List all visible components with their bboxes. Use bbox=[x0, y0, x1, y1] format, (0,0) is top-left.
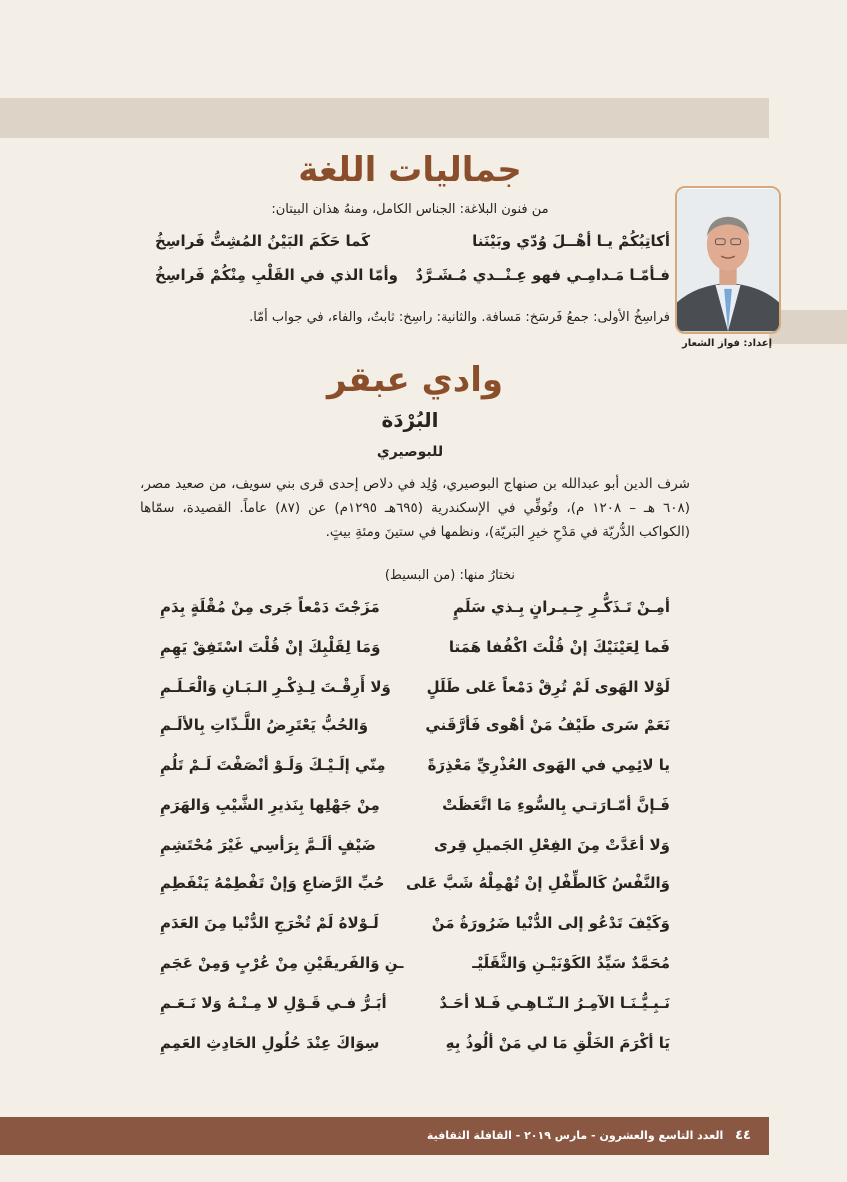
page-footer bbox=[0, 1117, 769, 1155]
poem-row bbox=[160, 874, 670, 904]
poem-first-half: يَا أكْرَمَ الخَلْقِ مَا لي مَنْ ألُوذُ بِهِ bbox=[445, 1034, 670, 1052]
poem-row bbox=[160, 638, 670, 668]
poem-row bbox=[160, 1034, 670, 1064]
poem-first-half: مُحَمَّدٌ سَيِّدُ الكَوْنَيْـنِ وَالثَّقَلَيْـ bbox=[472, 954, 670, 972]
header-band bbox=[0, 98, 769, 138]
issue-info: العدد التاسع والعشرون - مارس ٢٠١٩ - القافلة الثقافية bbox=[426, 1129, 724, 1142]
poem-row bbox=[160, 954, 670, 984]
poet-bio: شرف الدين أبو عبدالله بن صنهاج البوصيري، وُلِد في دلاص إحدى قرى بني سويف، من صعيد مصر، (٦٠٨ هـ – ١٢٠٨ م)، وتُوفِّي في الإسكندرية (٦٩٥هـ ١٢٩٥م) عن (٨٧) عاماً. القصيدة، سمّاها (الكواكب الدُّريّة في مَدْحِ خيرِ البَريّة)، ونظمها في ستينَ ومئةِ بيتٍ. bbox=[140, 476, 690, 540]
verse-row bbox=[155, 266, 670, 290]
intro-text: من فنون البلاغة: الجناس الكامل، ومنهُ هذان البيتان: bbox=[271, 202, 549, 217]
verse-first-half: فـأمّـا مَـدامِـي فهو عِـنْــدي مُـشَـرَّدٌ bbox=[415, 266, 670, 284]
poem-first-half: فَـإنَّ أمّـارَتـي بِالسُّوءِ مَا اتَّعَظَتْ bbox=[442, 796, 670, 814]
poem-second-half: ـنِ وَالفَريقَيْنِ مِنْ عُرْبٍ وَمِنْ عَجَمِ bbox=[160, 954, 404, 972]
poem-title: البُرْدَة bbox=[381, 408, 439, 432]
page-number: ٤٤ bbox=[735, 1128, 751, 1143]
poem-first-half: نَعَمْ سَرى طَيْفُ مَنْ أهْوى فَأرَّقَني bbox=[425, 716, 670, 734]
poem-first-half: فَما لِعَيْنَيْكَ إنْ قُلْتَ اكْفُفا هَمَتا bbox=[448, 638, 670, 656]
verse-note: فراسِخُ الأولى: جمعُ فَرسَخ: مَسافة. والثانية: راسِخ: ثابتٌ، والفاء، في جواب أمّا. bbox=[249, 310, 670, 325]
poem-first-half: وَلا أعَدَّتْ مِنَ الفِعْلِ الجَميلِ قِرى bbox=[434, 836, 670, 854]
verse-second-half: كَما حَكَمَ البَيْنُ المُشِتُّ فَراسِخُ bbox=[155, 232, 370, 250]
poem-first-half: يا لائِمِي في الهَوى العُذْرِيِّ مَعْذِرَةً bbox=[427, 756, 670, 774]
poem-second-half: وَلا أَرِقْـتَ لِـذِكْـرِ الـبَـانِ وَالْعَـلَـمِ bbox=[160, 678, 391, 696]
poem-second-half: مِنْ جَهْلِها بِنَذيرِ الشَّيْبِ وَالهَرَمِ bbox=[160, 796, 380, 814]
poem-second-half: حُبِّ الرَّضاعِ وَإنْ تَفْطِمْهُ يَنْفَطِمِ bbox=[160, 874, 385, 892]
poem-second-half: لَـوْلاهُ لَمْ تُخْرَجِ الدُّنْيا مِنَ العَدَمِ bbox=[160, 914, 379, 932]
poem-second-half: وَالحُبُّ يَعْتَرِضُ اللَّـذّاتِ بِالألَـمِ bbox=[160, 716, 369, 734]
author-caption: إعداد: فواز الشعار bbox=[681, 338, 773, 349]
poem-second-half: سِوَاكَ عِنْدَ حُلُولِ الحَادِثِ العَمِمِ bbox=[160, 1034, 380, 1052]
poem-row bbox=[160, 796, 670, 826]
poem-first-half: لَوْلا الهَوى لَمْ تُرِقْ دَمْعاً عَلى طَلَلٍ bbox=[426, 678, 670, 696]
poem-first-half: نَـبِـيُّـنَـا الآمِـرُ الـنّـاهِـي فَـلا أحَـدٌ bbox=[439, 994, 670, 1012]
poem-first-half: أمِـنْ تَـذَكُّـرِ جِـيـرانٍ بِـذي سَلَمٍ bbox=[453, 598, 670, 616]
poem-second-half: مَزَجْتَ دَمْعاً جَرى مِنْ مُقْلَةٍ بِدَمِ bbox=[160, 598, 380, 616]
author-photo bbox=[675, 186, 781, 334]
poem-second-half: مِنّي إلَـيْـكَ وَلَـوْ أنْصَفْتَ لَـمْ تَلُمِ bbox=[160, 756, 386, 774]
poem-second-half: ضَيْفٍ ألَـمَّ بِرَأسِي غَيْرَ مُحْتَشِمِ bbox=[160, 836, 377, 854]
author-portrait-icon bbox=[677, 188, 779, 332]
poem-row bbox=[160, 914, 670, 944]
poet-name: للبوصيري bbox=[376, 444, 444, 460]
selection-note: نختارُ منها: (من البسيط) bbox=[384, 568, 515, 583]
poem-first-half: وَالنَّفْسُ كَالطِّفْلِ إنْ تُهْمِلْهُ شَبَّ عَلى bbox=[405, 874, 670, 892]
verse-row bbox=[155, 232, 670, 256]
poem-row bbox=[160, 994, 670, 1024]
verse-first-half: أكاتِبُكُمْ يـا أهْــلَ وُدّي وبَيْنَنا bbox=[472, 232, 670, 250]
poem-row bbox=[160, 678, 670, 708]
section-title: وادي عبقر bbox=[327, 360, 503, 400]
page-title: جماليات اللغة bbox=[298, 150, 522, 190]
poem-first-half: وَكَيْفَ تَدْعُو إلى الدُّنْيا ضَرُورَةُ مَنْ bbox=[431, 914, 670, 932]
verse-second-half: وأمّا الذي في القَلْبِ مِنْكُمْ فَراسِخُ bbox=[155, 266, 399, 284]
poem-second-half: وَمَا لِقَلْبِكَ إنْ قُلْتَ اسْتَفِقْ يَهِمِ bbox=[160, 638, 381, 656]
poem-row bbox=[160, 716, 670, 746]
poem-row bbox=[160, 598, 670, 628]
poem-row bbox=[160, 756, 670, 786]
poem-second-half: أبَـرُّ فـي قَـوْلِ لا مِـنْـهُ وَلا نَـعَـمِ bbox=[160, 994, 387, 1012]
poem-row bbox=[160, 836, 670, 866]
footer-info bbox=[427, 1128, 751, 1143]
